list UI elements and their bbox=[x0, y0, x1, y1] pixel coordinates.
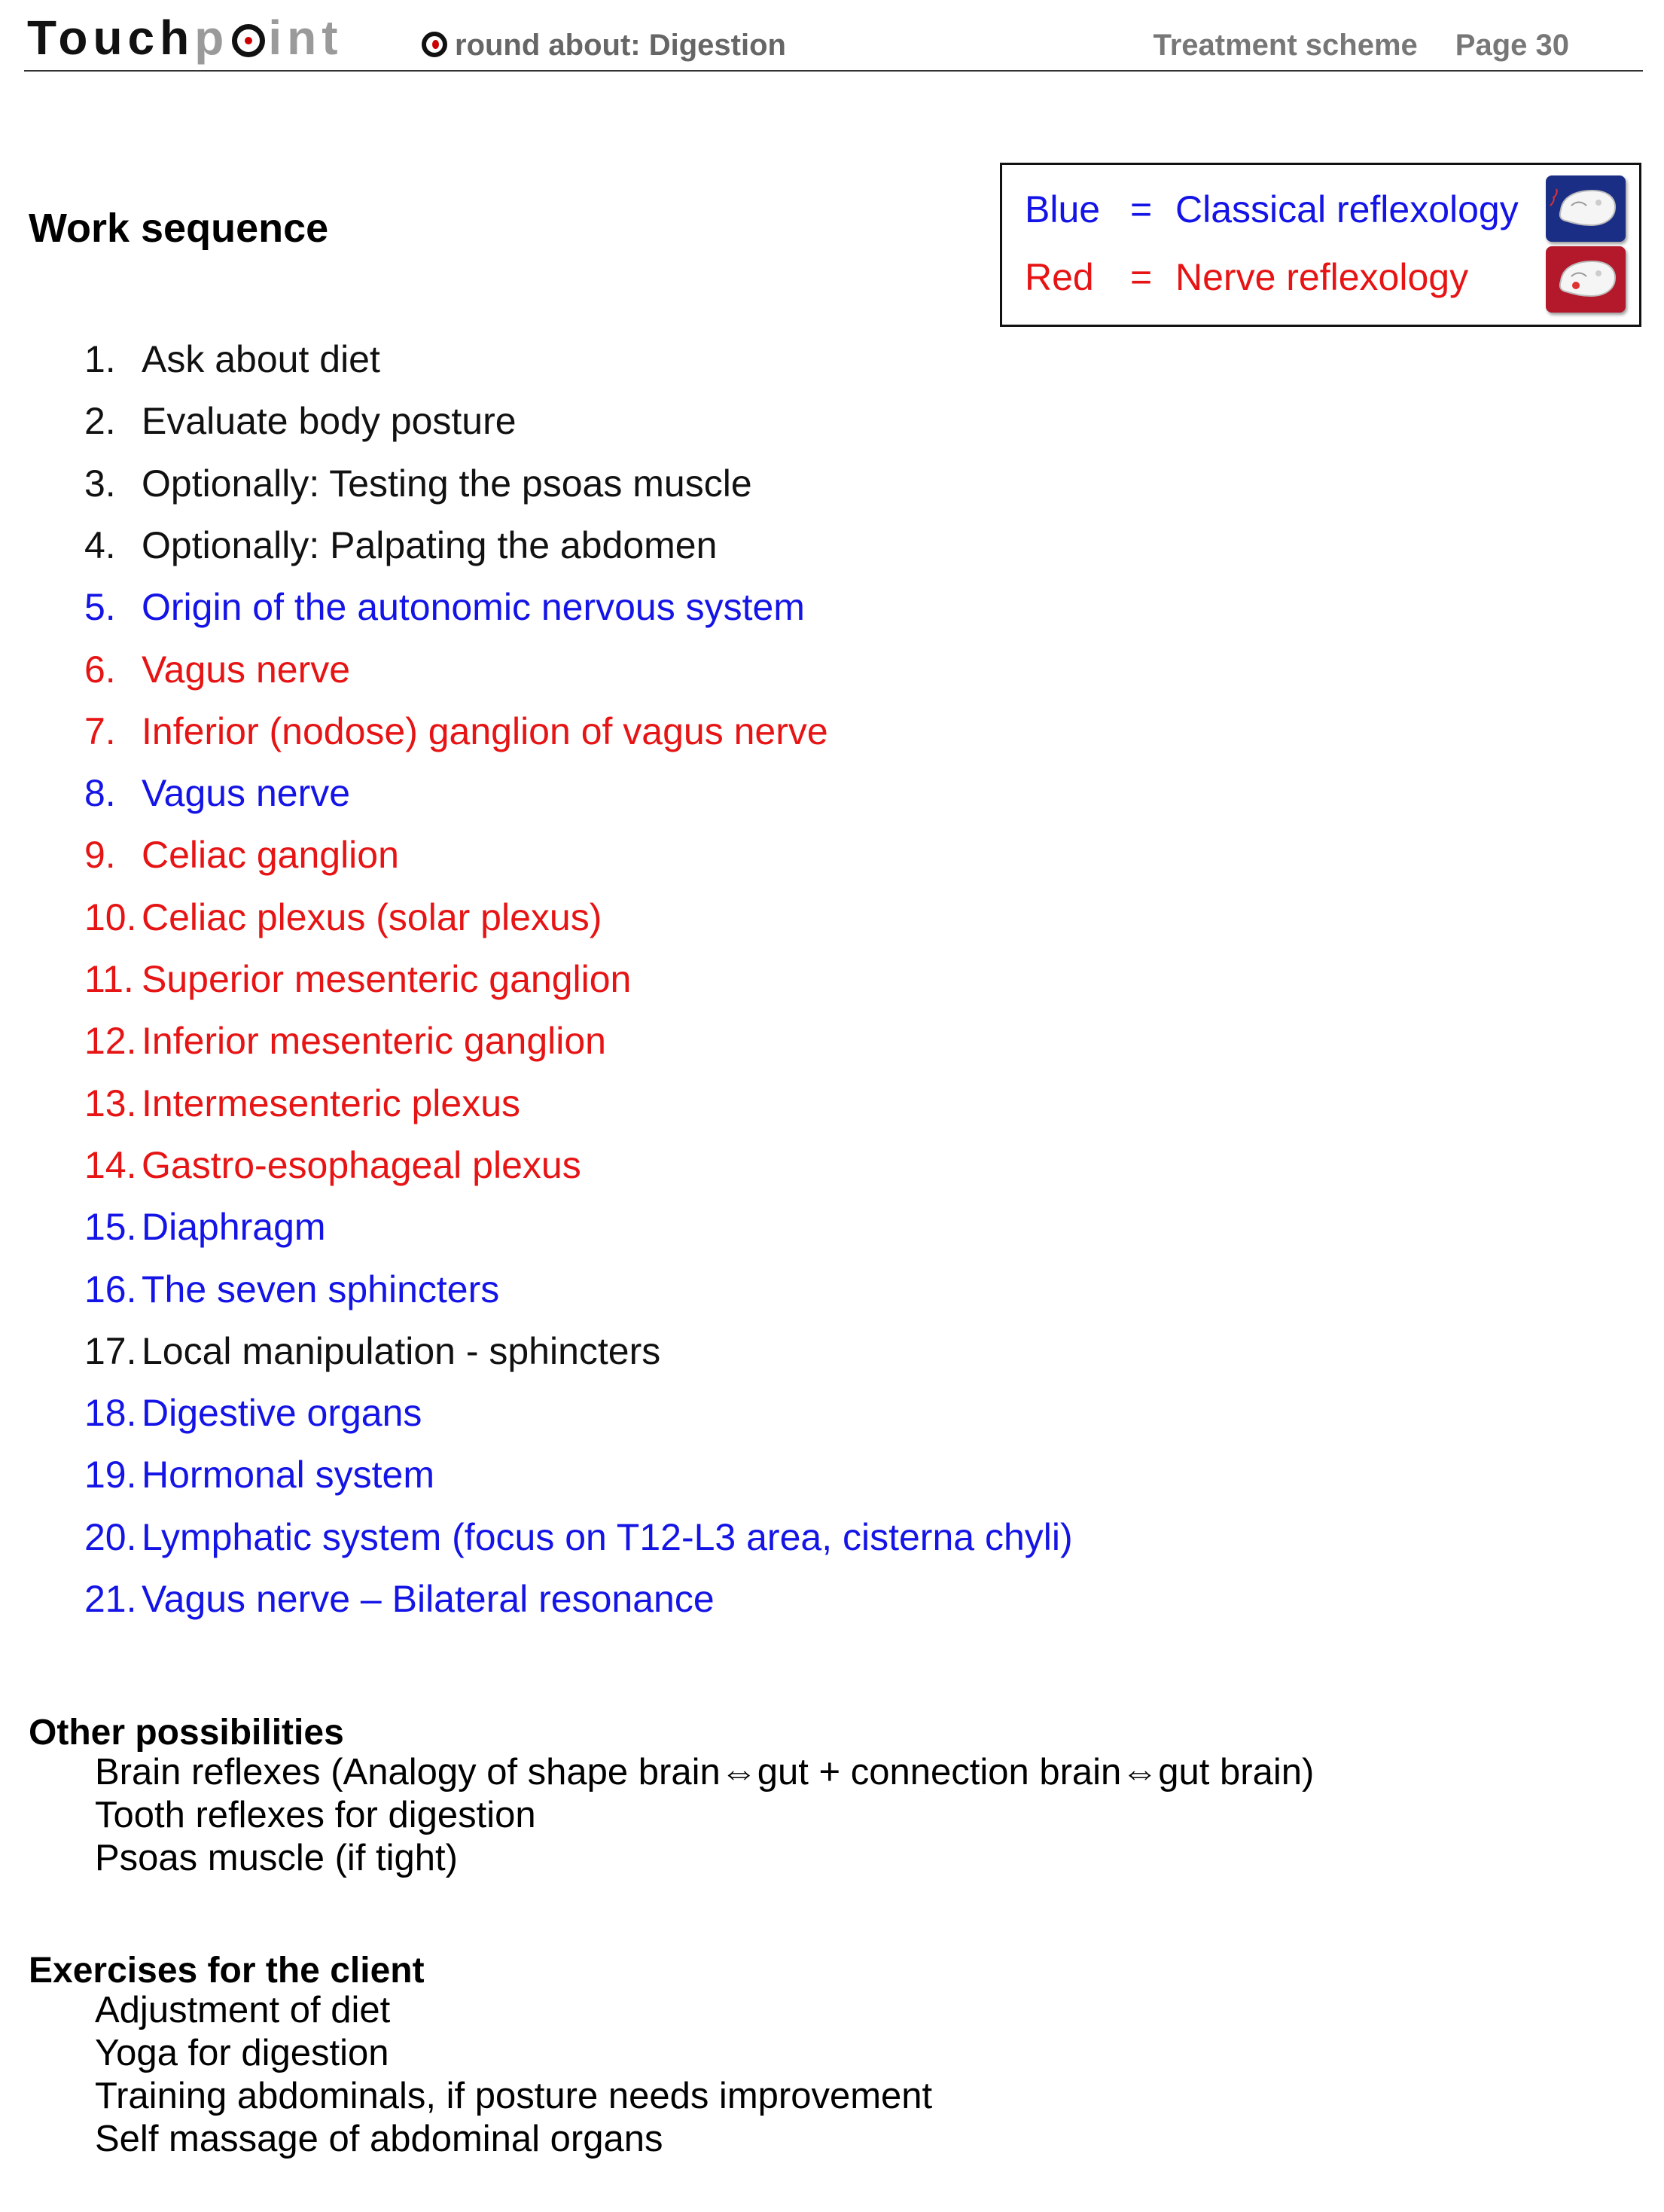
sequence-text: Lymphatic system (focus on T12-L3 area, cisterna chyli) bbox=[142, 1515, 1073, 1558]
sequence-text: Digestive organs bbox=[142, 1392, 422, 1435]
brand-text-touch: Touch bbox=[27, 11, 195, 65]
sequence-text: Optionally: Testing the psoas muscle bbox=[142, 462, 752, 505]
brand-text-p: p bbox=[194, 11, 230, 65]
foot-red-icon bbox=[1546, 246, 1626, 313]
exercises-section bbox=[29, 1953, 932, 2161]
sequence-number: 11. bbox=[84, 958, 134, 1000]
legend-key: Red bbox=[1025, 256, 1094, 298]
page-header bbox=[0, 0, 1664, 75]
legend-row-red bbox=[1025, 255, 1468, 299]
sequence-number: 9. bbox=[84, 834, 116, 877]
sequence-number: 17. bbox=[84, 1329, 137, 1372]
sequence-text: Optionally: Palpating the abdomen bbox=[142, 523, 718, 566]
list-item: Training abdominals, if posture needs improvement bbox=[95, 2076, 933, 2116]
sequence-number: 18. bbox=[84, 1392, 137, 1435]
sequence-number: 14. bbox=[84, 1143, 137, 1186]
scheme-label: Treatment scheme bbox=[1153, 29, 1418, 62]
sequence-number: 8. bbox=[84, 772, 116, 815]
legend-key: Blue bbox=[1025, 188, 1101, 230]
sequence-text: The seven sphincters bbox=[142, 1268, 500, 1310]
other-possibilities-heading: Other possibilities bbox=[29, 1713, 344, 1753]
other-possibilities-list bbox=[29, 1751, 1314, 1880]
sequence-number: 19. bbox=[84, 1454, 137, 1497]
color-legend bbox=[1000, 163, 1641, 327]
point-icon bbox=[422, 32, 447, 57]
sequence-number: 21. bbox=[84, 1578, 137, 1620]
sequence-number: 2. bbox=[84, 400, 116, 443]
brand-point-icon bbox=[232, 24, 265, 57]
sequence-number: 12. bbox=[84, 1020, 137, 1063]
sequence-text: Origin of the autonomic nervous system bbox=[142, 586, 805, 629]
header-divider bbox=[24, 70, 1643, 72]
list-item: Brain reflexes (Analogy of shape brain⇔gut + connection brain⇔gut brain) bbox=[95, 1752, 1315, 1792]
sequence-text: Intermesenteric plexus bbox=[142, 1082, 521, 1124]
legend-eq: = bbox=[1130, 188, 1153, 230]
legend-value: Nerve reflexology bbox=[1175, 256, 1469, 298]
sequence-number: 15. bbox=[84, 1206, 137, 1249]
sequence-text: Vagus nerve bbox=[142, 772, 351, 815]
sequence-number: 16. bbox=[84, 1268, 137, 1310]
sequence-text: Hormonal system bbox=[142, 1454, 434, 1497]
sequence-number: 10. bbox=[84, 895, 137, 938]
legend-eq: = bbox=[1130, 256, 1153, 298]
list-item: Tooth reflexes for digestion bbox=[95, 1795, 536, 1835]
sequence-text: Vagus nerve – Bilateral resonance bbox=[142, 1578, 715, 1620]
header-topic bbox=[422, 29, 786, 63]
sequence-number: 6. bbox=[84, 648, 116, 691]
sequence-text: Inferior mesenteric ganglion bbox=[142, 1020, 606, 1063]
page-number: Page 30 bbox=[1455, 29, 1569, 62]
sequence-text: Inferior (nodose) ganglion of vagus nerve bbox=[142, 709, 828, 752]
list-item: Self massage of abdominal organs bbox=[95, 2119, 663, 2159]
foot-blue-icon bbox=[1546, 175, 1626, 242]
legend-value: Classical reflexology bbox=[1175, 188, 1519, 230]
list-item: Psoas muscle (if tight) bbox=[95, 1838, 458, 1878]
sequence-number: 13. bbox=[84, 1082, 137, 1124]
sequence-number: 3. bbox=[84, 462, 116, 505]
sequence-number: 7. bbox=[84, 709, 116, 752]
legend-row-blue bbox=[1025, 188, 1519, 231]
sequence-text: Celiac plexus (solar plexus) bbox=[142, 895, 602, 938]
sequence-number: 4. bbox=[84, 523, 116, 566]
sequence-number: 5. bbox=[84, 586, 116, 629]
sequence-text: Vagus nerve bbox=[142, 648, 351, 691]
list-item: Adjustment of diet bbox=[95, 1990, 391, 2030]
exercises-heading: Exercises for the client bbox=[29, 1951, 425, 1991]
header-right bbox=[1154, 29, 1570, 63]
sequence-text: Local manipulation - sphincters bbox=[142, 1329, 661, 1372]
sequence-text: Evaluate body posture bbox=[142, 400, 517, 443]
sequence-text: Celiac ganglion bbox=[142, 834, 399, 877]
page-title: Work sequence bbox=[29, 206, 329, 251]
sequence-text: Gastro-esophageal plexus bbox=[142, 1143, 581, 1186]
list-item: Yoga for digestion bbox=[95, 2033, 389, 2073]
sequence-text: Diaphragm bbox=[142, 1206, 326, 1249]
topic-text: round about: Digestion bbox=[455, 29, 786, 62]
sequence-number: 20. bbox=[84, 1515, 137, 1558]
other-possibilities-section bbox=[29, 1715, 1314, 1880]
brand-text-int: int bbox=[268, 11, 343, 65]
sequence-number: 1. bbox=[84, 338, 116, 380]
sequence-text: Superior mesenteric ganglion bbox=[142, 958, 632, 1000]
brand-logo bbox=[27, 11, 343, 65]
exercises-list bbox=[29, 1989, 932, 2161]
sequence-text: Ask about diet bbox=[142, 338, 380, 380]
